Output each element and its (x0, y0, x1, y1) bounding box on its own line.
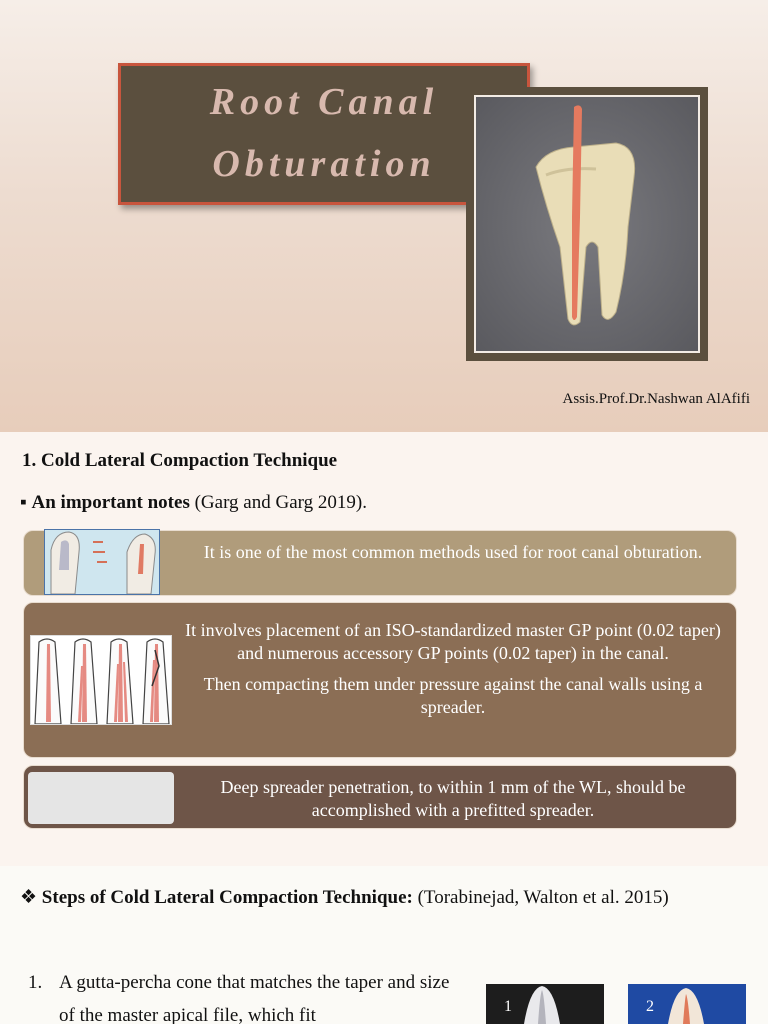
title-line-1: Root Canal (209, 81, 439, 123)
tooth-photo (474, 95, 700, 353)
note-text-2 (184, 619, 722, 719)
tooth-photo-frame (466, 87, 708, 361)
author-credit: Assis.Prof.Dr.Nashwan AlAfifi (562, 391, 750, 407)
extracted-tooth-illustration (476, 97, 698, 351)
note-text-3 (184, 776, 722, 822)
note-text-2-p1: It involves placement of an ISO-standardized master GP point (0.02 taper) and numerous accessory GP points (0.02 taper) in the canal. (185, 620, 721, 663)
title-line-2: Obturation (212, 143, 436, 185)
steps-heading-bold: Steps of Cold Lateral Compaction Technique: (41, 887, 413, 908)
steps-heading (20, 880, 750, 915)
section-heading: 1. Cold Lateral Compaction Technique (22, 450, 338, 471)
step-text: A gutta-percha cone that matches the taper and size of the master apical file, which fit (59, 972, 450, 1024)
tooth-cross-section-image (44, 529, 160, 595)
note-box-3 (23, 765, 737, 829)
steps-slide (0, 866, 768, 1024)
note-text-3-p: Deep spreader penetration, to within 1 mm of the WL, should be accomplished with a prefitted spreader. (220, 777, 686, 820)
step-number: 1. (28, 972, 43, 993)
note-text-1-p: It is one of the most common methods used for root canal obturation. (203, 542, 703, 562)
note-text-1 (184, 541, 722, 564)
note-text-2-p2: Then compacting them under pressure against the canal walls using a spreader. (203, 674, 703, 717)
steps-heading-citation: (Torabinejad, Walton et al. 2015) (412, 887, 669, 908)
accessory-points-diagram (30, 635, 172, 725)
step-image-1-label: 1 (504, 998, 512, 1015)
image-placeholder (28, 772, 174, 824)
title-slide (0, 0, 768, 432)
notes-subheading-citation: (Garg and Garg 2019). (189, 492, 367, 513)
notes-slide (0, 432, 768, 866)
notes-subheading-bold: An important notes (31, 492, 190, 513)
step-image-1 (486, 984, 604, 1024)
notes-subheading (20, 492, 367, 514)
note-box-1 (23, 530, 737, 596)
step-image-2-label: 2 (646, 998, 654, 1015)
step-image-2 (628, 984, 746, 1024)
note-box-2 (23, 602, 737, 758)
diamond-bullet-icon: ❖ (20, 887, 38, 908)
square-bullet-icon: ▪ (20, 492, 27, 513)
